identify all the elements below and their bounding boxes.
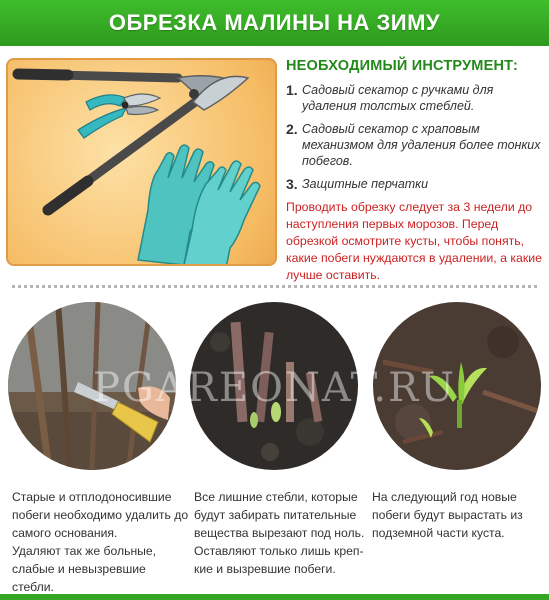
- caption-step-3: [372, 488, 542, 542]
- tool-list: [286, 82, 544, 192]
- caption-step-1: [12, 488, 190, 596]
- list-item: [286, 176, 544, 192]
- caption-step-2: [194, 488, 372, 578]
- list-item-number: 1.: [286, 82, 298, 98]
- list-item-text: Садовый секатор с храповым механизмом для удаления более тонких побегов.: [302, 122, 541, 168]
- photo-cutting-old-canes: [8, 302, 176, 470]
- list-item: [286, 82, 544, 114]
- list-item: [286, 121, 544, 169]
- watermark: PGAREONAT.RU: [93, 365, 456, 411]
- gloves-icon: [138, 145, 260, 266]
- list-item-number: 3.: [286, 176, 298, 192]
- list-item-number: 2.: [286, 121, 298, 137]
- page-title: ОБРЕЗКА МАЛИНЫ НА ЗИМУ: [108, 10, 441, 35]
- caption-text: Оставляют только лишь креп-кие и вызревшие побеги.: [194, 544, 364, 576]
- tools-panel: [286, 58, 544, 284]
- photo-new-shoots: [373, 302, 541, 470]
- caption-text: Удаляют так же больные, слабые и невызревшие стебли.: [12, 544, 157, 594]
- header-banner: [0, 0, 549, 46]
- timing-note: Проводить обрезку следует за 3 недели до наступления первых морозов. Перед обрезкой осмотрите кусты, чтобы понять, какие побеги нуждаются в удалении, а какие лучше оставить.: [286, 200, 542, 282]
- tools-illustration: [6, 58, 277, 266]
- footer-bar: [0, 594, 549, 600]
- tools-heading: НЕОБХОДИМЫЙ ИНСТРУМЕНТ:: [286, 58, 519, 74]
- dotted-divider: [12, 285, 537, 288]
- caption-text: Все лишние стебли, которые будут забирать питательные вещества вырезают под ноль.: [194, 490, 365, 540]
- caption-text: На следующий год новые побеги будут вырастать из подземной части куста.: [372, 490, 523, 540]
- caption-text: Старые и отплодоносившие побеги необходимо удалить до самого основания.: [12, 490, 189, 540]
- photo-cut-stumps: [190, 302, 358, 470]
- list-item-text: Защитные перчатки: [302, 177, 429, 191]
- list-item-text: Садовый секатор с ручками для удаления толстых стеблей.: [302, 83, 494, 113]
